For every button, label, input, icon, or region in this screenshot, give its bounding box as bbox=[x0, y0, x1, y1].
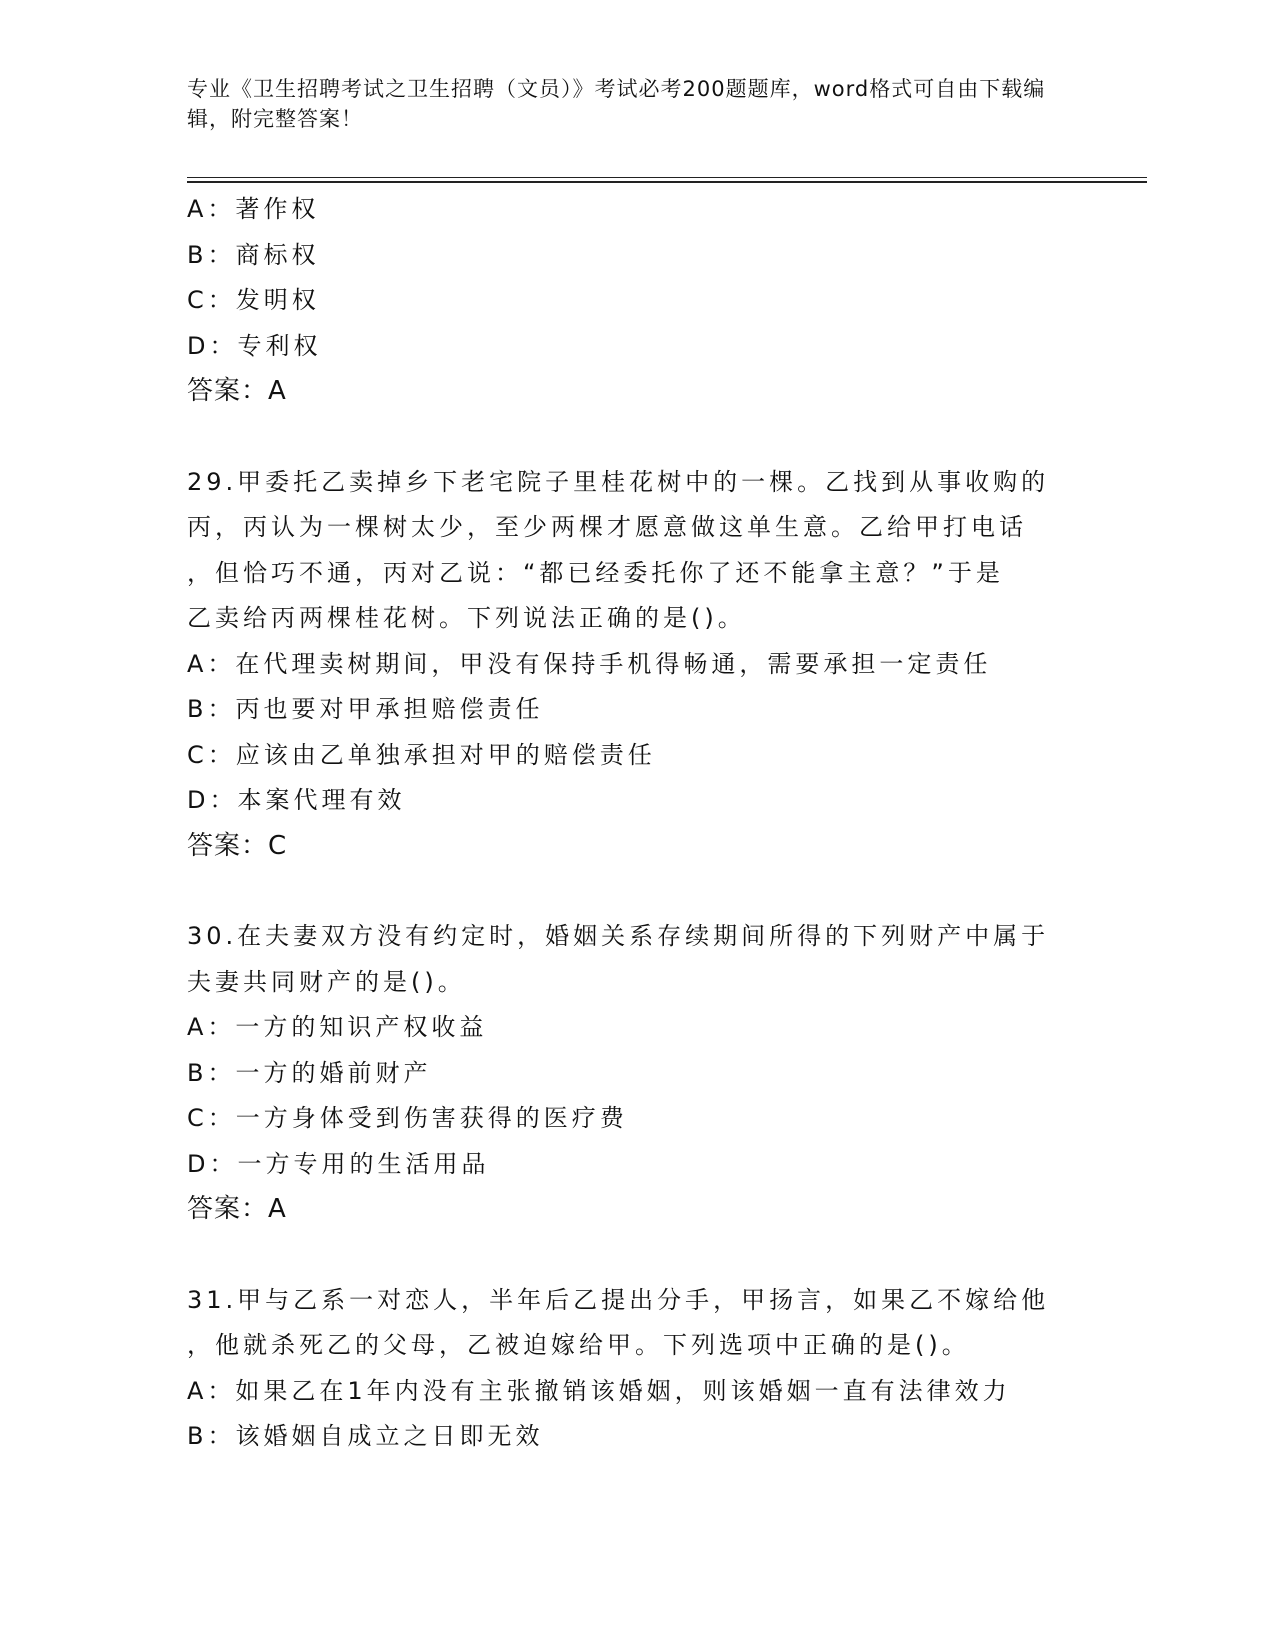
question-28 bbox=[187, 187, 1087, 415]
question-text-line: 丙，丙认为一棵树太少，至少两棵才愿意做这单生意。乙给甲打电话 bbox=[187, 513, 1027, 541]
option-a: A：一方的知识产权收益 bbox=[187, 1013, 488, 1041]
question-text-line: 乙卖给丙两棵桂花树。下列说法正确的是()。 bbox=[187, 604, 746, 632]
option-a: A：如果乙在1年内没有主张撤销该婚姻，则该婚姻一直有法律效力 bbox=[187, 1376, 1011, 1405]
question-text-line: ，他就杀死乙的父母，乙被迫嫁给甲。下列选项中正确的是()。 bbox=[187, 1331, 970, 1359]
spacer bbox=[187, 415, 1087, 460]
answer-line: 答案：A bbox=[187, 1194, 287, 1224]
option-c: C：一方身体受到伤害获得的医疗费 bbox=[187, 1104, 628, 1132]
question-text-line: 29.甲委托乙卖掉乡下老宅院子里桂花树中的一棵。乙找到从事收购的 bbox=[187, 467, 1050, 496]
header-rule-thick bbox=[187, 181, 1147, 183]
option-b: B：该婚姻自成立之日即无效 bbox=[187, 1422, 544, 1450]
option-c: C：应该由乙单独承担对甲的赔偿责任 bbox=[187, 740, 656, 769]
option-a: A：在代理卖树期间，甲没有保持手机得畅通，需要承担一定责任 bbox=[187, 649, 992, 678]
spacer bbox=[187, 869, 1087, 914]
option-d: D：一方专用的生活用品 bbox=[187, 1149, 490, 1178]
question-content bbox=[187, 187, 1087, 1460]
question-30 bbox=[187, 914, 1087, 1233]
option-d: D：本案代理有效 bbox=[187, 786, 406, 814]
option-a: A：著作权 bbox=[187, 195, 320, 223]
header-rule-thin bbox=[187, 177, 1147, 178]
answer-line: 答案：C bbox=[187, 830, 288, 861]
question-text-line: 30.在夫妻双方没有约定时，婚姻关系存续期间所得的下列财产中属于 bbox=[187, 922, 1050, 950]
option-c: C：发明权 bbox=[187, 286, 320, 314]
spacer bbox=[187, 1233, 1087, 1278]
option-b: B：一方的婚前财产 bbox=[187, 1058, 432, 1087]
option-b: B：丙也要对甲承担赔偿责任 bbox=[187, 695, 544, 723]
question-text-line: ，但恰巧不通，丙对乙说：“都已经委托你了还不能拿主意？”于是 bbox=[187, 558, 1004, 587]
question-29 bbox=[187, 460, 1087, 870]
document-header: 专业《卫生招聘考试之卫生招聘（文员）》考试必考200题题库，word格式可自由下载编辑，附完整答案！ bbox=[187, 77, 1046, 131]
option-b: B：商标权 bbox=[187, 240, 320, 269]
answer-line: 答案：A bbox=[187, 376, 287, 406]
question-text-line: 31.甲与乙系一对恋人，半年后乙提出分手，甲扬言，如果乙不嫁给他 bbox=[187, 1285, 1050, 1314]
question-text-line: 夫妻共同财产的是()。 bbox=[187, 967, 466, 996]
option-d: D：专利权 bbox=[187, 331, 322, 360]
question-31 bbox=[187, 1278, 1087, 1460]
